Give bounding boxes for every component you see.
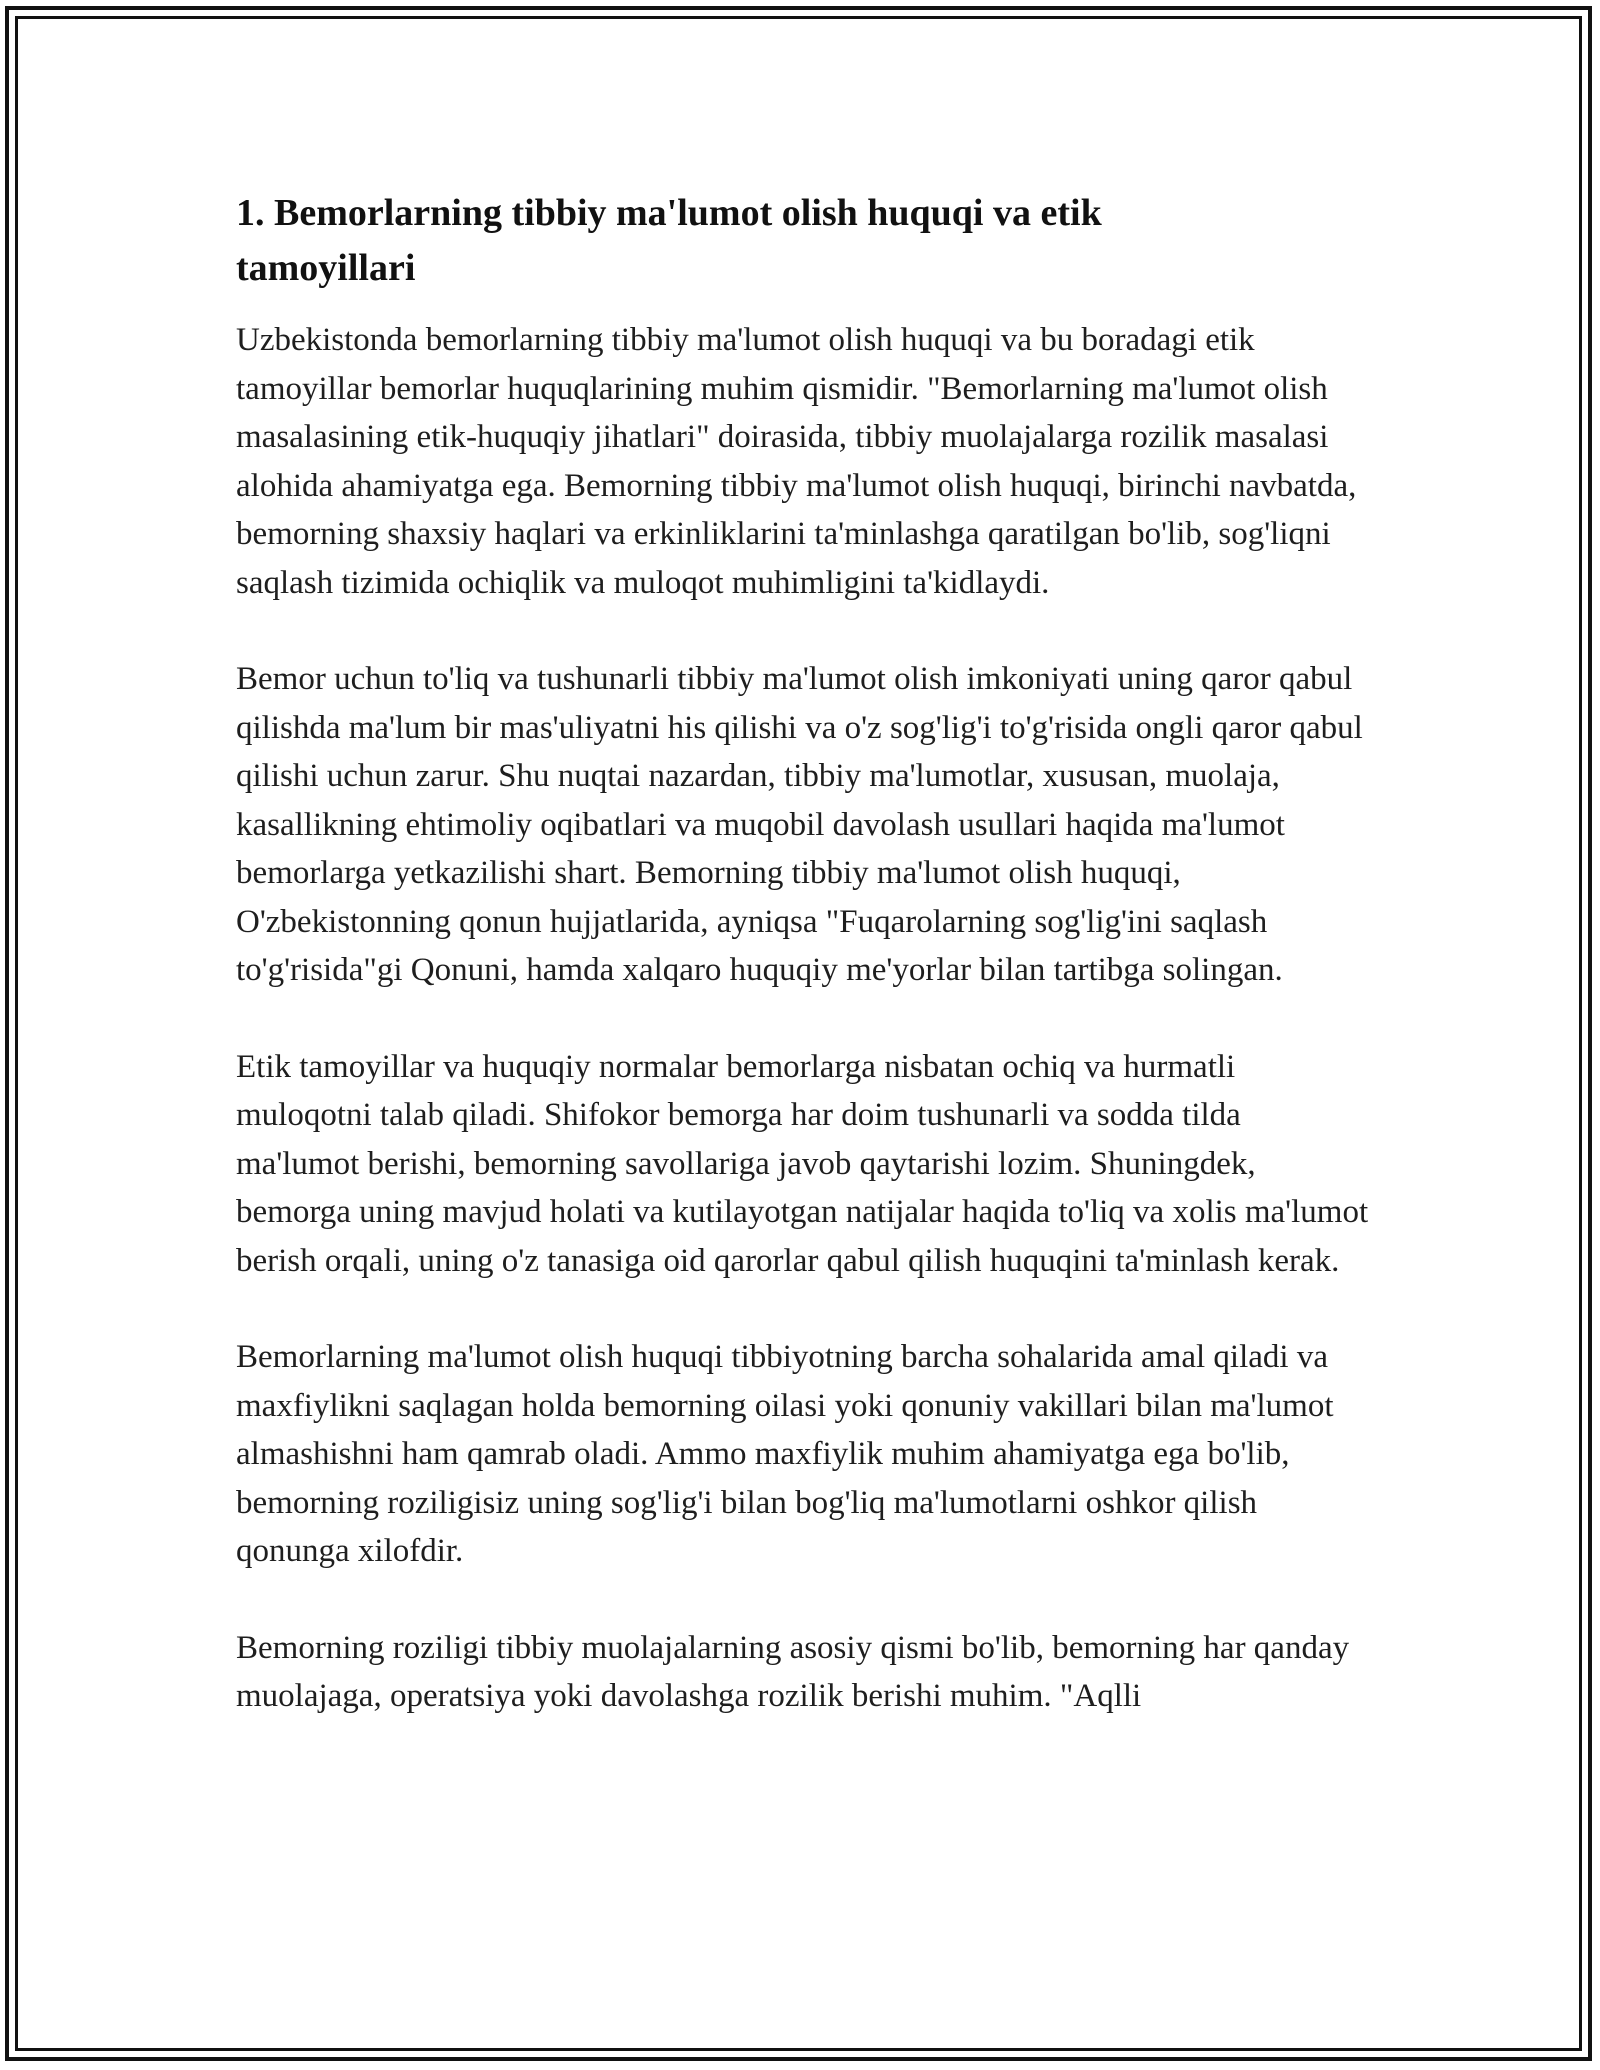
- paragraph-2: Bemor uchun to'liq va tushunarli tibbiy ma'lumot olish imkoniyati uning qaror qabul qilishda ma'lum bir mas'uliyatni his qilishi va o'z sog'lig'i to'g'risida ongli qaror qabul qilishi uchun zarur. Shu nuqtai nazardan, tibbiy ma'lumotlar, xususan, muolaja, kasallikning ehtimoliy oqibatlari va muqobil davolash usullari haqida ma'lumot bemorlarga yetkazilishi shart. Bemorning tibbiy ma'lumot olish huquqi, O'zbekistonning qonun hujjatlarida, ayniqsa "Fuqarolarning sog'lig'ini saqlash to'g'risida"gi Qonuni, hamda xalqaro huquqiy me'yorlar bilan tartibga solingan.: [236, 661, 1363, 988]
- document-body: [236, 186, 1371, 1769]
- paragraph-3: Etik tamoyillar va huquqiy normalar bemorlarga nisbatan ochiq va hurmatli muloqotni talab qiladi. Shifokor bemorga har doim tushunarli va sodda tilda ma'lumot berishi, bemorning savollariga javob qaytarishi lozim. Shuningdek, bemorga uning mavjud holati va kutilayotgan natijalar haqida to'liq va xolis ma'lumot berish orqali, uning o'z tanasiga oid qarorlar qabul qilish huquqini ta'minlash kerak.: [236, 1048, 1369, 1279]
- paragraph-1: Uzbekistonda bemorlarning tibbiy ma'lumot olish huquqi va bu boradagi etik tamoyillar bemorlar huquqlarining muhim qismidir. "Bemorlarning ma'lumot olish masalasining etik-huquqiy jihatlari" doirasida, tibbiy muolajalarga rozilik masalasi alohida ahamiyatga ega. Bemorning tibbiy ma'lumot olish huquqi, birinchi navbatda, bemorning shaxsiy haqlari va erkinliklarini ta'minlashga qaratilgan bo'lib, sog'liqni saqlash tizimida ochiqlik va muloqot muhimligini ta'kidlaydi.: [236, 322, 1357, 601]
- section-heading: 1. Bemorlarning tibbiy ma'lumot olish huquqi va etik tamoyillari: [236, 192, 1102, 289]
- paragraph-4: Bemorlarning ma'lumot olish huquqi tibbiyotning barcha sohalarida amal qiladi va maxfiylikni saqlagan holda bemorning oilasi yoki qonuniy vakillari bilan ma'lumot almashishni ham qamrab oladi. Ammo maxfiylik muhim ahamiyatga ega bo'lib, bemorning roziligisiz uning sog'lig'i bilan bog'liq ma'lumotlarni oshkor qilish qonunga xilofdir.: [236, 1339, 1334, 1569]
- paragraph-5: Bemorning roziligi tibbiy muolajalarning asosiy qismi bo'lib, bemorning har qanday muolajaga, operatsiya yoki davolashga rozilik berishi muhim. "Aqlli: [236, 1629, 1350, 1714]
